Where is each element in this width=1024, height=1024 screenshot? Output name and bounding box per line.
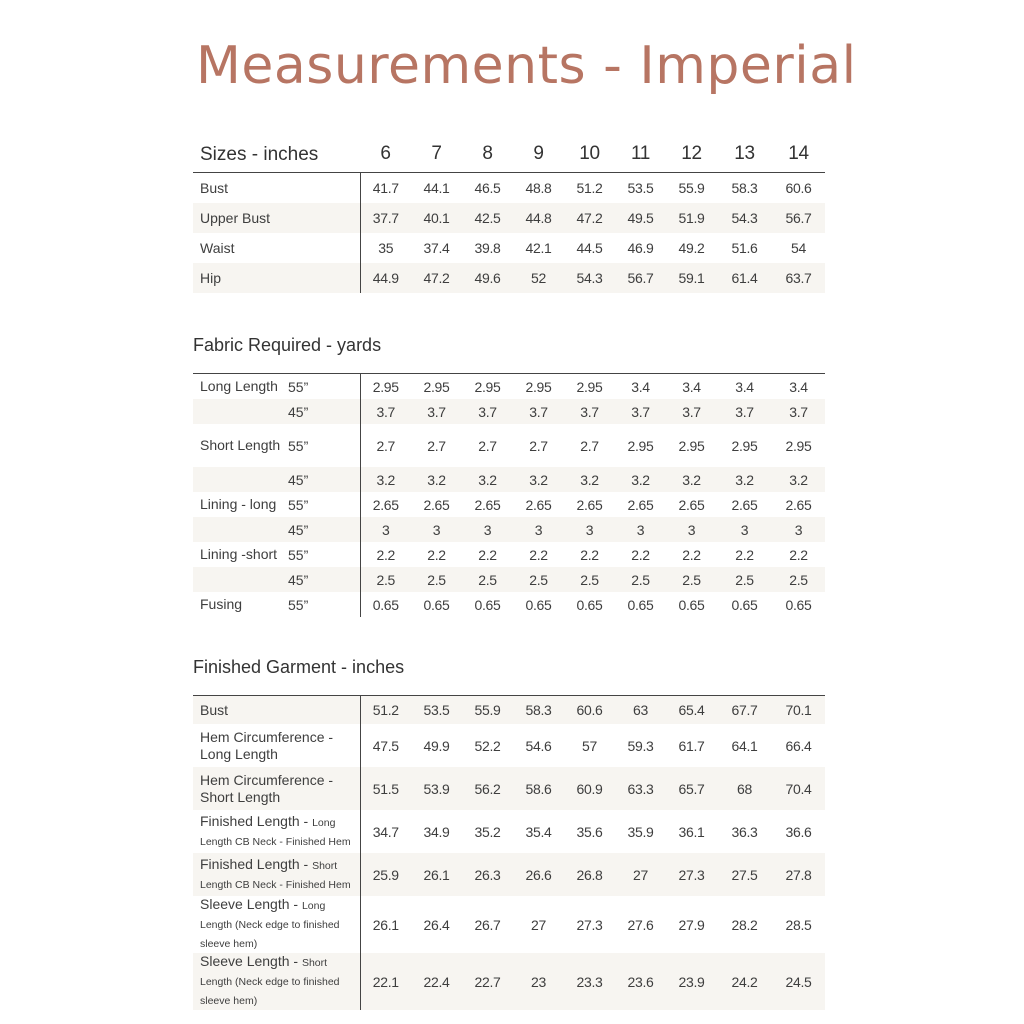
fabric-table	[193, 373, 825, 617]
table-cell: 22.1	[360, 953, 411, 1010]
row-label-note: Long Length (Neck edge to finished sleeve hem)	[200, 900, 340, 950]
fabric-width: 55”	[288, 496, 309, 513]
table-cell: 2.95	[423, 378, 450, 395]
table-cell: 2.95	[525, 378, 552, 395]
table-cell: 2.65	[423, 496, 450, 513]
table-cell: 60.6	[564, 696, 615, 725]
table-cell: 22.4	[411, 953, 462, 1010]
table-cell: 2.7	[360, 424, 411, 467]
table-cell: 35.9	[627, 823, 654, 840]
table-cell: 60.6	[785, 180, 812, 196]
table-cell: 24.5	[772, 953, 825, 1010]
row-label	[193, 767, 360, 810]
row-label: Waist	[200, 239, 235, 256]
row-label	[193, 567, 288, 592]
table-cell: 0.65	[525, 596, 552, 613]
table-cell: 2.2	[360, 542, 411, 567]
size-column-header: 12	[666, 136, 717, 173]
table-cell: 24.2	[717, 953, 772, 1010]
garment-table	[193, 695, 825, 1010]
fabric-width: 45”	[288, 567, 360, 592]
table-cell: 3.2	[411, 467, 462, 492]
table-cell: 3.7	[717, 399, 772, 424]
table-cell: 36.6	[785, 823, 812, 840]
table-cell: 28.2	[731, 916, 758, 933]
table-cell: 3.7	[513, 399, 564, 424]
table-cell: 2.95	[678, 437, 705, 454]
table-cell: 2.5	[717, 567, 772, 592]
table-cell: 22.7	[462, 953, 513, 1010]
size-column-header: 8	[462, 136, 513, 173]
table-cell: 3.4	[682, 378, 701, 395]
fabric-width: 45”	[288, 399, 360, 424]
table-cell: 2.95	[785, 437, 812, 454]
table-cell: 27.8	[772, 853, 825, 896]
table-cell: 2.5	[411, 567, 462, 592]
fabric-width: 55”	[288, 596, 309, 613]
table-cell: 3.2	[462, 467, 513, 492]
table-cell: 3.7	[666, 399, 717, 424]
row-label: Short Length	[200, 437, 281, 453]
table-cell: 53.5	[411, 696, 462, 725]
table-cell: 52	[513, 263, 564, 293]
table-cell: 51.2	[576, 180, 603, 196]
row-label-note: Short Length (Neck edge to finished sleeve hem)	[200, 957, 340, 1007]
table-row	[193, 592, 825, 617]
table-cell: 58.6	[513, 767, 564, 810]
size-column-header: 13	[717, 136, 772, 173]
table-cell: 61.7	[678, 737, 705, 754]
table-cell: 27.3	[666, 853, 717, 896]
table-cell: 42.5	[462, 203, 513, 233]
fabric-width: 45”	[288, 517, 360, 542]
table-cell: 27.9	[678, 916, 705, 933]
table-cell: 2.2	[735, 546, 754, 563]
table-cell: 2.5	[513, 567, 564, 592]
row-label	[193, 896, 360, 953]
table-cell: 2.95	[731, 437, 758, 454]
table-cell: 47.5	[360, 724, 411, 767]
table-cell: 27.5	[717, 853, 772, 896]
table-cell: 3.2	[360, 467, 411, 492]
row-label-text: Bust	[200, 701, 229, 718]
table-cell: 2.2	[427, 546, 446, 563]
table-cell: 2.95	[576, 378, 603, 395]
row-label-note: Short Length CB Neck - Finished Hem	[200, 859, 351, 891]
table-cell: 58.3	[731, 180, 758, 196]
table-cell: 2.95	[360, 374, 411, 400]
table-cell: 26.3	[462, 853, 513, 896]
table-cell: 0.65	[423, 596, 450, 613]
table-cell: 2.65	[785, 496, 812, 513]
table-cell: 26.1	[360, 896, 411, 953]
table-cell: 26.6	[513, 853, 564, 896]
table-cell: 51.5	[360, 767, 411, 810]
row-label: Upper Bust	[193, 203, 360, 233]
table-cell: 51.6	[731, 240, 758, 256]
table-cell: 56.2	[462, 767, 513, 810]
table-cell: 56.7	[615, 263, 666, 293]
table-cell: 49.6	[462, 263, 513, 293]
table-cell: 3	[772, 517, 825, 542]
table-cell: 2.65	[678, 496, 705, 513]
table-cell: 65.4	[666, 696, 717, 725]
table-cell: 2.65	[474, 496, 501, 513]
table-cell: 3.4	[631, 378, 650, 395]
table-cell: 2.2	[631, 546, 650, 563]
row-label	[193, 467, 288, 492]
table-cell: 44.5	[576, 240, 603, 256]
table-cell: 36.1	[678, 823, 705, 840]
table-cell: 26.7	[474, 916, 501, 933]
table-cell: 53.9	[411, 767, 462, 810]
row-label: Fusing	[200, 596, 243, 612]
table-cell: 41.7	[360, 173, 411, 204]
table-cell: 49.5	[615, 203, 666, 233]
table-row	[193, 696, 825, 725]
row-label-note: Long Length CB Neck - Finished Hem	[200, 816, 351, 848]
table-cell: 0.65	[785, 596, 812, 613]
table-cell: 0.65	[474, 596, 501, 613]
table-cell: 63.7	[772, 263, 825, 293]
table-cell: 25.9	[360, 853, 411, 896]
table-cell: 55.9	[462, 696, 513, 725]
table-cell: 3.4	[735, 378, 754, 395]
table-cell: 3.2	[666, 467, 717, 492]
fabric-heading: Fabric Required - yards	[193, 335, 382, 355]
table-cell: 3	[513, 517, 564, 542]
table-cell: 51.9	[666, 203, 717, 233]
table-row	[193, 233, 825, 263]
table-cell: 64.1	[731, 737, 758, 754]
table-cell: 2.7	[580, 437, 599, 454]
table-cell: 44.9	[360, 263, 411, 293]
row-label-text: Finished Length -	[200, 855, 313, 872]
table-row	[193, 399, 825, 424]
table-cell: 2.2	[682, 546, 701, 563]
row-label	[193, 953, 360, 1010]
fabric-width: 45”	[288, 467, 360, 492]
size-column-header: 7	[411, 136, 462, 173]
table-cell: 54.3	[564, 263, 615, 293]
table-cell: 49.2	[678, 240, 705, 256]
table-cell: 0.65	[731, 596, 758, 613]
table-cell: 70.4	[772, 767, 825, 810]
table-cell: 2.2	[580, 546, 599, 563]
table-cell: 49.9	[423, 737, 450, 754]
table-row	[193, 492, 825, 517]
table-cell: 2.7	[478, 437, 497, 454]
table-cell: 3.7	[360, 399, 411, 424]
table-cell: 56.7	[772, 203, 825, 233]
table-cell: 2.5	[615, 567, 666, 592]
table-cell: 2.95	[474, 378, 501, 395]
table-cell: 3	[360, 517, 411, 542]
size-column-header: 9	[513, 136, 564, 173]
table-cell: 54.6	[525, 737, 552, 754]
table-cell: 48.8	[525, 180, 552, 196]
row-label-text: Finished Length -	[200, 812, 313, 829]
sizes-header-label: Sizes - inches	[193, 136, 360, 173]
table-cell: 3	[615, 517, 666, 542]
table-cell: 23.6	[615, 953, 666, 1010]
table-row	[193, 810, 825, 853]
fabric-width: 55”	[288, 437, 309, 454]
table-cell: 3	[666, 517, 717, 542]
table-row	[193, 567, 825, 592]
table-cell: 3	[717, 517, 772, 542]
table-row	[193, 374, 825, 400]
table-row	[193, 896, 825, 953]
table-cell: 70.1	[772, 696, 825, 725]
table-cell: 3	[411, 517, 462, 542]
table-cell: 2.65	[576, 496, 603, 513]
row-label-text: Sleeve Length -	[200, 953, 302, 969]
table-cell: 66.4	[785, 737, 812, 754]
table-cell: 39.8	[474, 240, 501, 256]
table-cell: 35	[360, 233, 411, 263]
table-cell: 35.4	[525, 823, 552, 840]
table-cell: 60.9	[564, 767, 615, 810]
row-label: Lining - long	[200, 496, 277, 512]
sizes-table	[193, 136, 825, 293]
size-column-header: 10	[564, 136, 615, 173]
table-cell: 34.9	[423, 823, 450, 840]
table-cell: 27	[531, 916, 546, 933]
row-label-text: Sleeve Length -	[200, 896, 302, 912]
table-cell: 23.9	[666, 953, 717, 1010]
table-cell: 35.6	[576, 823, 603, 840]
table-cell: 63.3	[615, 767, 666, 810]
table-cell: 2.2	[789, 546, 808, 563]
table-cell: 40.1	[411, 203, 462, 233]
table-cell: 3.7	[411, 399, 462, 424]
table-cell: 47.2	[411, 263, 462, 293]
table-cell: 0.65	[627, 596, 654, 613]
row-label	[193, 724, 360, 767]
table-cell: 63	[615, 696, 666, 725]
table-row	[193, 724, 825, 767]
table-cell: 3	[462, 517, 513, 542]
row-label: Long Length	[200, 378, 278, 394]
table-cell: 3.7	[615, 399, 666, 424]
table-cell: 2.5	[564, 567, 615, 592]
size-column-header: 14	[772, 136, 825, 173]
table-cell: 61.4	[717, 263, 772, 293]
table-cell: 0.65	[678, 596, 705, 613]
table-cell: 44.1	[423, 180, 450, 196]
table-row	[193, 542, 825, 567]
fabric-width: 55”	[288, 378, 309, 395]
table-cell: 27.3	[576, 916, 603, 933]
table-cell: 3.2	[717, 467, 772, 492]
table-cell: 54	[791, 240, 806, 256]
table-cell: 2.5	[772, 567, 825, 592]
table-row	[193, 853, 825, 896]
table-cell: 65.7	[666, 767, 717, 810]
table-cell: 26.4	[423, 916, 450, 933]
table-cell: 2.7	[529, 437, 548, 454]
table-cell: 36.3	[731, 823, 758, 840]
table-cell: 3.2	[772, 467, 825, 492]
table-cell: 59.3	[627, 737, 654, 754]
table-cell: 26.8	[564, 853, 615, 896]
table-row	[193, 424, 825, 467]
table-cell: 37.7	[360, 203, 411, 233]
size-column-header: 6	[360, 136, 411, 173]
garment-heading: Finished Garment - inches	[193, 657, 405, 677]
row-label	[193, 696, 360, 725]
table-cell: 2.5	[462, 567, 513, 592]
table-cell: 26.1	[411, 853, 462, 896]
row-label	[193, 517, 288, 542]
table-cell: 34.7	[360, 810, 411, 853]
row-label-text: Hem Circumference - Long Length	[200, 728, 334, 762]
table-cell: 2.95	[627, 437, 654, 454]
table-cell: 0.65	[360, 592, 411, 617]
table-cell: 3.2	[513, 467, 564, 492]
table-cell: 3.7	[772, 399, 825, 424]
table-cell: 59.1	[666, 263, 717, 293]
row-label	[193, 853, 360, 896]
table-cell: 2.65	[525, 496, 552, 513]
table-cell: 2.65	[731, 496, 758, 513]
table-cell: 35.2	[474, 823, 501, 840]
table-row	[193, 203, 825, 233]
page-title: Measurements - Imperial	[196, 36, 857, 96]
table-row	[193, 517, 825, 542]
table-row	[193, 173, 825, 204]
table-cell: 37.4	[423, 240, 450, 256]
table-cell: 2.5	[666, 567, 717, 592]
table-cell: 53.5	[627, 180, 654, 196]
row-label: Hip	[193, 263, 360, 293]
table-cell: 46.9	[627, 240, 654, 256]
table-cell: 47.2	[564, 203, 615, 233]
row-label: Bust	[200, 179, 229, 196]
table-cell: 68	[717, 767, 772, 810]
table-cell: 2.65	[360, 492, 411, 517]
sizes-header-row	[193, 136, 825, 173]
table-cell: 58.3	[513, 696, 564, 725]
table-cell: 55.9	[678, 180, 705, 196]
table-cell: 0.65	[576, 596, 603, 613]
row-label	[193, 810, 360, 853]
table-cell: 27	[615, 853, 666, 896]
table-cell: 2.2	[478, 546, 497, 563]
row-label: Lining -short	[200, 546, 278, 562]
table-row	[193, 767, 825, 810]
table-cell: 57	[582, 737, 597, 754]
row-label	[193, 399, 288, 424]
table-cell: 3	[564, 517, 615, 542]
table-cell: 2.65	[627, 496, 654, 513]
table-cell: 67.7	[717, 696, 772, 725]
table-cell: 3.7	[462, 399, 513, 424]
table-cell: 3.7	[564, 399, 615, 424]
row-label-text: Hem Circumference - Short Length	[200, 771, 334, 805]
table-cell: 46.5	[474, 180, 501, 196]
table-cell: 2.2	[529, 546, 548, 563]
table-cell: 54.3	[717, 203, 772, 233]
table-cell: 23	[513, 953, 564, 1010]
table-row	[193, 953, 825, 1010]
table-cell: 3.2	[615, 467, 666, 492]
table-row	[193, 467, 825, 492]
table-cell: 28.5	[785, 916, 812, 933]
size-column-header: 11	[615, 136, 666, 173]
table-cell: 2.7	[427, 437, 446, 454]
table-row	[193, 263, 825, 293]
table-cell: 42.1	[525, 240, 552, 256]
table-cell: 27.6	[627, 916, 654, 933]
table-cell: 2.5	[360, 567, 411, 592]
table-cell: 52.2	[474, 737, 501, 754]
table-cell: 23.3	[564, 953, 615, 1010]
fabric-width: 55”	[288, 546, 309, 563]
table-cell: 44.8	[513, 203, 564, 233]
table-cell: 3.4	[789, 378, 808, 395]
table-cell: 51.2	[360, 696, 411, 725]
table-cell: 3.2	[564, 467, 615, 492]
